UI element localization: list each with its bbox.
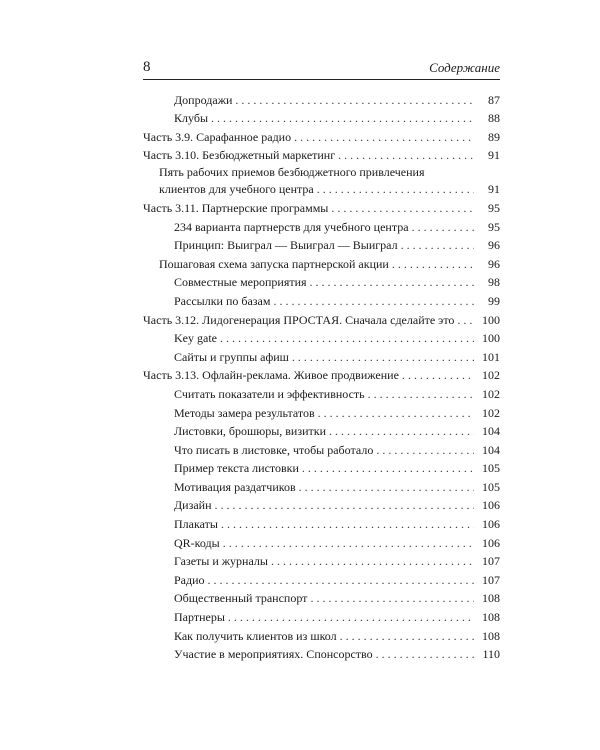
- toc-entry-page: 96: [488, 256, 500, 271]
- toc-entry-line: [174, 629, 500, 644]
- toc-entry-title: Принцип: Выиграл — Выиграл — Выиграл: [174, 238, 398, 253]
- toc-entry: [143, 291, 500, 310]
- dot-leader: [310, 275, 474, 290]
- toc-entry-line: [174, 111, 500, 126]
- toc-entry: [143, 109, 500, 128]
- toc-entry-page: 106: [482, 517, 500, 532]
- toc-entry-page: 106: [482, 535, 500, 550]
- toc-entry-title: Мотивация раздатчиков: [174, 479, 296, 494]
- toc-entry-line: [143, 148, 500, 163]
- dot-leader: [215, 498, 474, 513]
- toc-entry: [143, 589, 500, 608]
- toc-entry-page: 88: [488, 111, 500, 126]
- dot-leader: [340, 629, 474, 644]
- dot-leader: [317, 182, 474, 197]
- toc-entry-line: [174, 387, 500, 402]
- dot-leader: [235, 93, 474, 108]
- dot-leader: [220, 331, 474, 346]
- toc-entry-page: 108: [482, 591, 500, 606]
- toc-entry-title: Часть 3.11. Партнерские программы: [143, 200, 329, 215]
- toc-entry: [143, 552, 500, 571]
- dot-leader: [294, 130, 474, 145]
- dot-leader: [208, 573, 474, 588]
- dot-leader: [310, 591, 474, 606]
- toc-entry-title: Что писать в листовке, чтобы работало: [174, 442, 374, 457]
- dot-leader: [376, 647, 474, 662]
- toc-entry-title: Клубы: [174, 111, 209, 126]
- toc-entry-title: Пошаговая схема запуска партнерской акции: [159, 256, 389, 271]
- dot-leader: [273, 294, 474, 309]
- toc-entry-line: [143, 201, 500, 216]
- table-of-contents: [143, 90, 500, 663]
- toc-entry: [143, 329, 500, 348]
- toc-entry-title-line1: Пять рабочих приемов безбюджетного привлечения: [159, 165, 425, 180]
- toc-entry-title: Часть 3.12. Лидогенерация ПРОСТАЯ. Сначала сделайте это: [143, 312, 455, 327]
- toc-entry-line: [174, 238, 500, 253]
- toc-entry-line: [159, 257, 500, 272]
- toc-entry-title: Общественный транспорт: [174, 591, 308, 606]
- page-number: 8: [143, 59, 151, 75]
- toc-entry-title: Key gate: [174, 331, 217, 346]
- toc-entry-page: 102: [482, 386, 500, 401]
- toc-entry-line: [174, 406, 500, 421]
- dot-leader: [292, 350, 474, 365]
- toc-entry-title: Методы замера результатов: [174, 405, 315, 420]
- toc-entry-page: 108: [482, 628, 500, 643]
- toc-entry-line: [174, 498, 500, 513]
- dot-leader: [228, 610, 474, 625]
- toc-entry-page: 107: [482, 572, 500, 587]
- toc-entry: [143, 254, 500, 273]
- dot-leader: [368, 387, 474, 402]
- toc-entry-title: Часть 3.13. Офлайн-реклама. Живое продвижение: [143, 368, 399, 383]
- toc-entry-title: Партнеры: [174, 610, 225, 625]
- toc-entry: [143, 127, 500, 146]
- toc-entry-title: Газеты и журналы: [174, 554, 268, 569]
- toc-entry-line: [174, 536, 500, 551]
- toc-entry-page: 96: [488, 238, 500, 253]
- toc-entry-title: клиентов для учебного центра: [159, 182, 314, 197]
- dot-leader: [271, 554, 474, 569]
- header-rule: [143, 79, 500, 80]
- toc-entry-title: Как получить клиентов из школ: [174, 628, 337, 643]
- toc-entry-page: 105: [482, 479, 500, 494]
- toc-entry: [143, 607, 500, 626]
- toc-entry-page: 104: [482, 442, 500, 457]
- toc-entry-page: 99: [488, 293, 500, 308]
- toc-entry-page: 110: [482, 647, 500, 662]
- toc-entry-page: 100: [482, 312, 500, 327]
- toc-entry-line: [174, 424, 500, 439]
- toc-entry-title: Совместные мероприятия: [174, 275, 307, 290]
- toc-entry-title: 234 варианта партнерств для учебного центра: [174, 219, 409, 234]
- toc-entry: [143, 440, 500, 459]
- toc-entry-title: Считать показатели и эффективность: [174, 386, 365, 401]
- toc-entry-title: Часть 3.10. Безбюджетный маркетинг: [143, 148, 336, 163]
- toc-entry: [143, 626, 500, 645]
- toc-entry: [143, 477, 500, 496]
- toc-entry-title: Дизайн: [174, 498, 212, 513]
- toc-entry: [143, 347, 500, 366]
- toc-entry-line: [174, 294, 500, 309]
- dot-leader: [412, 220, 474, 235]
- dot-leader: [402, 368, 474, 383]
- dot-leader: [302, 461, 474, 476]
- dot-leader: [457, 313, 474, 328]
- dot-leader: [223, 536, 474, 551]
- toc-entry-line: [143, 313, 500, 328]
- toc-entry-line: [159, 182, 500, 197]
- dot-leader: [376, 443, 474, 458]
- toc-entry: [143, 459, 500, 478]
- toc-entry-line: [174, 647, 500, 662]
- toc-entry-title: Сайты и группы афиш: [174, 349, 289, 364]
- toc-entry-line: [174, 517, 500, 532]
- dot-leader: [318, 406, 474, 421]
- toc-entry-line: [174, 93, 500, 108]
- toc-entry: [143, 422, 500, 441]
- toc-entry-page: 106: [482, 498, 500, 513]
- toc-entry-line: [174, 573, 500, 588]
- toc-entry: [143, 310, 500, 329]
- toc-entry-title: Рассылки по базам: [174, 293, 271, 308]
- toc-entry-page: 89: [488, 129, 500, 144]
- toc-entry-line: [174, 331, 500, 346]
- toc-entry-title: Радио: [174, 572, 205, 587]
- toc-entry-line: [174, 591, 500, 606]
- toc-entry-page: 95: [488, 200, 500, 215]
- toc-entry-line: [174, 554, 500, 569]
- dot-leader: [329, 424, 474, 439]
- toc-entry: [143, 273, 500, 292]
- toc-entry-page: 100: [482, 331, 500, 346]
- toc-entry: [143, 164, 500, 198]
- dot-leader: [331, 201, 474, 216]
- toc-entry-page: 98: [488, 275, 500, 290]
- toc-entry-line: [174, 350, 500, 365]
- toc-entry-page: 91: [488, 182, 500, 197]
- toc-entry-title: Допродажи: [174, 92, 233, 107]
- toc-entry-line: [174, 610, 500, 625]
- toc-entry-title: Пример текста листовки: [174, 461, 299, 476]
- toc-entry-line: [174, 275, 500, 290]
- dot-leader: [338, 148, 474, 163]
- toc-entry-line: [174, 461, 500, 476]
- toc-entry-line: [174, 220, 500, 235]
- toc-entry-page: 105: [482, 461, 500, 476]
- toc-entry: [143, 514, 500, 533]
- toc-entry-line: [174, 443, 500, 458]
- toc-entry: [143, 236, 500, 255]
- toc-entry: [143, 366, 500, 385]
- dot-leader: [392, 257, 474, 272]
- toc-entry: [143, 496, 500, 515]
- toc-entry: [143, 217, 500, 236]
- toc-entry-page: 102: [482, 405, 500, 420]
- dot-leader: [299, 480, 474, 495]
- toc-entry-title: Плакаты: [174, 517, 218, 532]
- toc-entry: [143, 146, 500, 165]
- toc-entry: [143, 645, 500, 664]
- dot-leader: [401, 238, 474, 253]
- toc-entry-page: 95: [488, 219, 500, 234]
- toc-entry-line: [143, 130, 500, 145]
- toc-entry-line: [174, 480, 500, 495]
- toc-entry-page: 87: [488, 92, 500, 107]
- toc-entry: [143, 384, 500, 403]
- toc-entry: [143, 198, 500, 217]
- toc-entry-page: 102: [482, 368, 500, 383]
- toc-entry-title: Участие в мероприятиях. Спонсорство: [174, 647, 373, 662]
- toc-entry-line: [143, 368, 500, 383]
- dot-leader: [211, 111, 474, 126]
- toc-entry: [143, 403, 500, 422]
- toc-entry: [143, 533, 500, 552]
- toc-entry-title: Часть 3.9. Сарафанное радио: [143, 129, 292, 144]
- dot-leader: [221, 517, 474, 532]
- toc-entry: [143, 90, 500, 109]
- toc-entry-page: 91: [488, 148, 500, 163]
- running-head: Содержание: [429, 60, 500, 75]
- toc-entry: [143, 570, 500, 589]
- toc-entry-title: QR-коды: [174, 535, 220, 550]
- toc-entry-page: 104: [482, 424, 500, 439]
- toc-entry-page: 101: [482, 349, 500, 364]
- toc-entry-page: 108: [482, 610, 500, 625]
- toc-entry-title: Листовки, брошюры, визитки: [174, 424, 327, 439]
- toc-entry-page: 107: [482, 554, 500, 569]
